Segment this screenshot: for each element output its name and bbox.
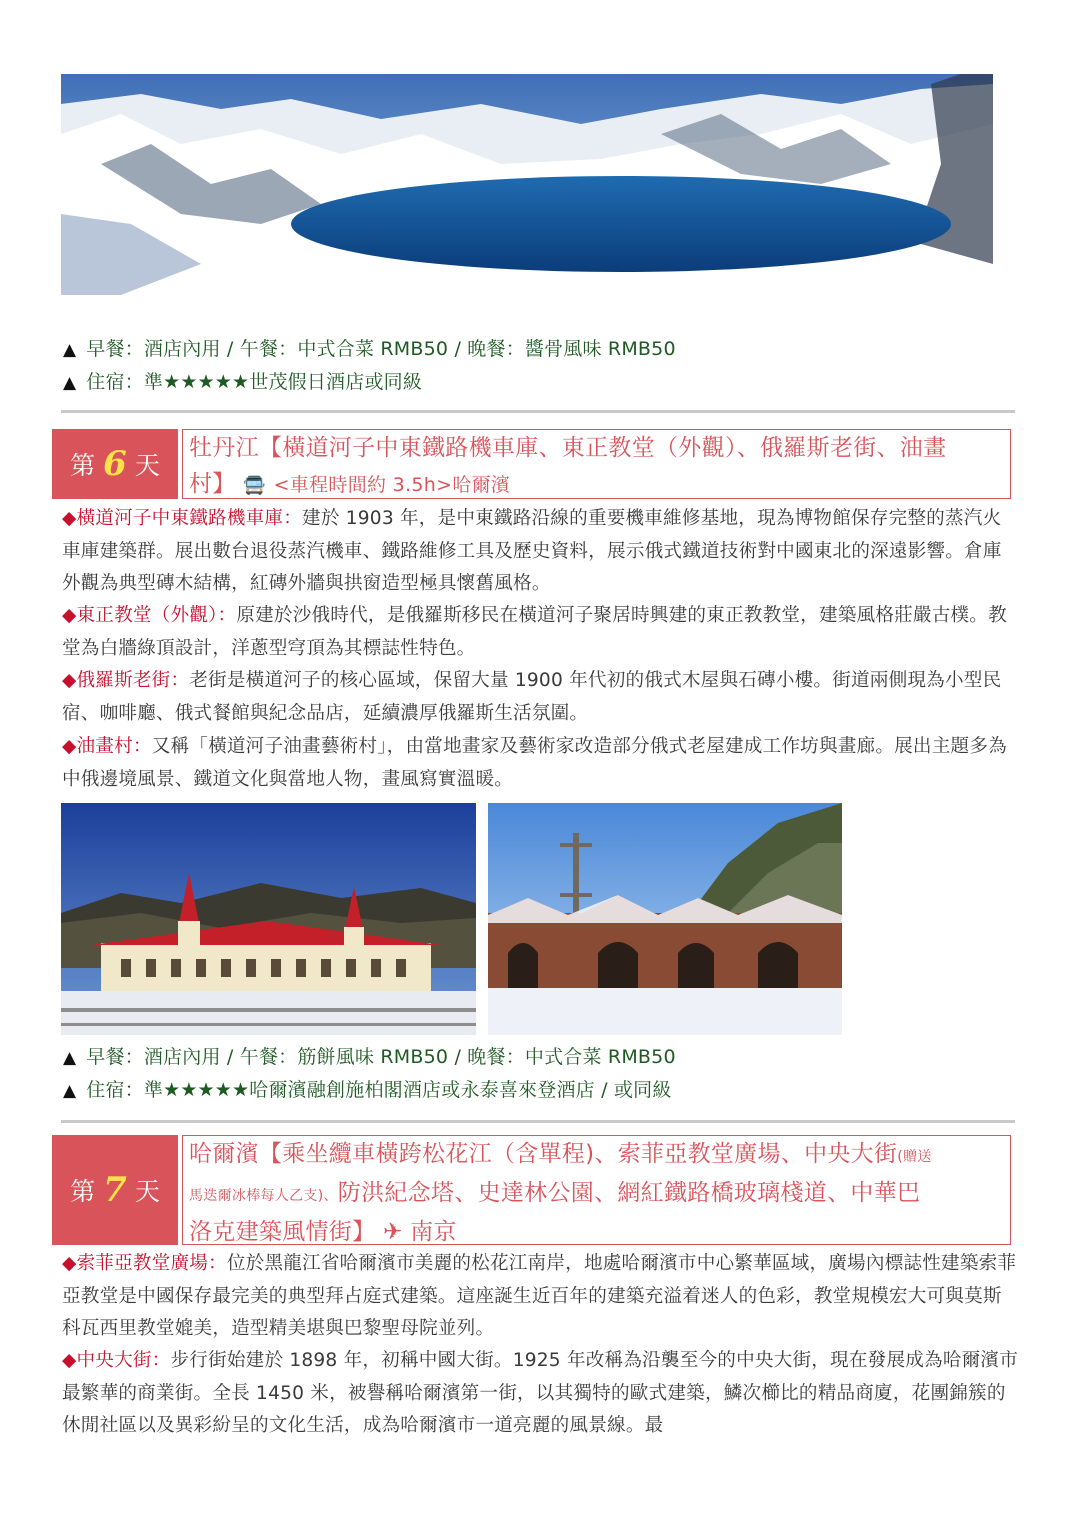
day7-section-1: ◆索菲亞教堂廣場：位於黑龍江省哈爾濱市美麗的松花江南岸，地處哈爾濱市中心繁華區域，廣場內標誌性建築索菲亞教堂是中國保存最完美的典型拜占庭式建築。這座誕生近百年的建築充溢着迷人的色彩，教堂規模宏大可與莫斯科瓦西里教堂媲美，造型精美堪與巴黎聖母院並列。 — [62, 1253, 1017, 1339]
railway-station-photo — [61, 803, 476, 1035]
triangle-bullet-icon: ▲ — [63, 373, 77, 393]
tianchi-lake-photo — [61, 74, 993, 295]
day6-section-1: ◆橫道河子中東鐵路機車庫：建於 1903 年，是中東鐵路沿線的重要機車維修基地，現為博物館保存完整的蒸汽火車庫建築群。展出數台退役蒸汽機車、鐵路維修工具及歷史資料，展示俄式鐵道技術對中國東北的深遠影響。倉庫外觀為典型磚木結構，紅磚外牆與拱窗造型極具懷舊風格。 — [62, 508, 1002, 594]
locomotive-depot-photo — [488, 803, 842, 1035]
day7-title: 哈爾濱【乘坐纜車橫跨松花江（含單程)、索菲亞教堂廣場、中央大街(贈送 馬迭爾冰棒每人乙支)、防洪紀念塔、史達林公園、網紅鐵路橋玻璃棧道、中華巴 洛克建築風情街】 ✈ 南京 — [182, 1135, 1011, 1245]
triangle-bullet-icon: ▲ — [63, 1081, 77, 1101]
section-divider — [61, 410, 1015, 413]
day7-section-2: ◆中央大街：步行街始建於 1898 年，初稱中國大街。1925 年改稱為沿襲至今的中央大街，現在發展成為哈爾濱市最繁華的商業街。全長 1450 米，被譽稱哈爾濱第一街，以其獨特的歐式建築，鱗次櫛比的精品商廈，花團錦簇的休閒社區以及異彩紛呈的文化生活，成為哈爾濱市一道亮麗的風景線。最 — [62, 1350, 1018, 1436]
section-divider — [61, 1120, 1015, 1123]
day6-title: 牡丹江【橫道河子中東鐵路機車庫、東正教堂（外觀）、俄羅斯老街、油畫 村】 🚍 <車程時間約 3.5h>哈爾濱 — [182, 429, 1011, 499]
day5-hotel: ▲ 住宿：準★★★★★世茂假日酒店或同級 — [63, 371, 423, 393]
day6-meals: ▲ 早餐：酒店內用 / 午餐：筋餅風味 RMB50 / 晚餐：中式合菜 RMB50 — [63, 1046, 676, 1068]
day6-section-4: ◆油畫村：又稱「橫道河子油畫藝術村」，由當地畫家及藝術家改造部分俄式老屋建成工作坊與畫廊。展出主題多為中俄邊境風景、鐵道文化與當地人物，畫風寫實溫暖。 — [62, 736, 1007, 790]
day6-hotel: ▲ 住宿：準★★★★★哈爾濱融創施柏閣酒店或永泰喜來登酒店 / 或同級 — [63, 1079, 672, 1101]
triangle-bullet-icon: ▲ — [63, 340, 77, 360]
day6-label: 第 6 天 — [52, 429, 178, 499]
day6-section-2: ◆東正教堂（外觀）：原建於沙俄時代，是俄羅斯移民在橫道河子聚居時興建的東正教教堂，建築風格莊嚴古樸。教堂為白牆綠頂設計，洋蔥型穹頂為其標誌性特色。 — [62, 605, 1007, 659]
day6-section-3: ◆俄羅斯老街：老街是橫道河子的核心區域，保留大量 1900 年代初的俄式木屋與石磚小樓。街道兩側現為小型民宿、咖啡廳、俄式餐館與紀念品店，延續濃厚俄羅斯生活氛圍。 — [62, 670, 1002, 724]
plane-icon: ✈ — [383, 1219, 403, 1245]
bus-icon: 🚍 — [243, 475, 266, 496]
day5-meals: ▲ 早餐：酒店內用 / 午餐：中式合菜 RMB50 / 晚餐：醬骨風味 RMB50 — [63, 338, 676, 360]
triangle-bullet-icon: ▲ — [63, 1048, 77, 1068]
day7-label: 第 7 天 — [52, 1135, 178, 1245]
